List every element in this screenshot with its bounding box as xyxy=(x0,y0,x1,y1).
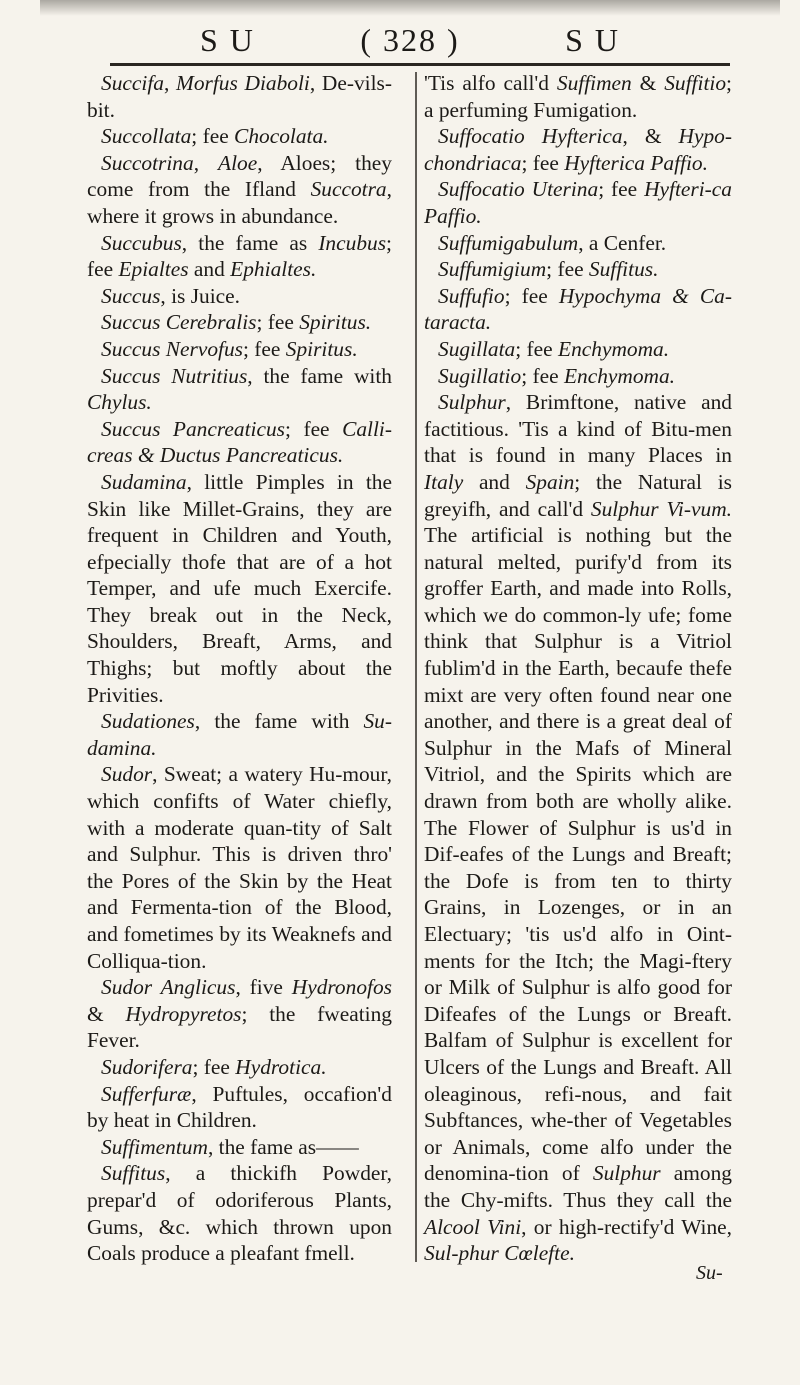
entry-italic-text: Enchymoma. xyxy=(558,336,670,361)
dictionary-entry xyxy=(424,176,732,229)
entry-italic-text: Spiritus. xyxy=(299,310,372,335)
entry-italic-text: Sugillatio xyxy=(438,363,522,388)
entry-italic-text: Alcool Vini xyxy=(424,1214,522,1239)
entry-text: , the fame as—— xyxy=(207,1134,359,1159)
column-divider xyxy=(415,72,417,1262)
entry-italic-text: Spain xyxy=(525,469,575,494)
entry-text: , De-vils-bit. xyxy=(87,71,393,122)
entry-italic-text: Hydropyretos xyxy=(125,1001,242,1026)
entry-italic-text: Suffitus xyxy=(101,1161,166,1186)
entry-italic-text: Succus xyxy=(101,283,161,308)
entry-text: & xyxy=(631,71,665,95)
entry-text: , Brimftone, native and factitious. 'Tis a kind of Bitu-men that is found in many Places in xyxy=(424,390,732,468)
left-column xyxy=(87,70,392,1267)
entry-italic-text: Sugillata xyxy=(438,336,516,361)
entry-text: ; fee xyxy=(521,150,565,175)
entry-text: ; fee xyxy=(243,336,286,361)
dictionary-entry xyxy=(87,336,392,363)
entry-italic-text: Sudamina xyxy=(101,469,187,494)
dictionary-entry xyxy=(87,1081,392,1134)
entry-italic-text: Succus Pancreaticus xyxy=(101,416,285,441)
entry-text: ; the fweating Fever. xyxy=(87,1001,392,1053)
entry-italic-text: Enchymoma. xyxy=(563,363,676,388)
entry-text: ; fee xyxy=(598,177,645,202)
entry-text: ; fee xyxy=(546,257,589,282)
entry-text: , Aloes; they come from the Ifland xyxy=(87,150,392,202)
entry-text: among the Chy-mifts. Thus they call the xyxy=(424,1161,732,1212)
entry-italic-text: Sulphur Vi-vum. xyxy=(590,496,732,521)
entry-italic-text: Sudationes xyxy=(101,709,195,734)
dictionary-entry xyxy=(424,283,732,336)
entry-text: , five xyxy=(235,975,292,1000)
dictionary-entry xyxy=(87,309,392,336)
entry-italic-text: Suffumigabulum xyxy=(438,230,579,255)
entry-italic-text: Sufferfuræ xyxy=(101,1081,192,1106)
entry-text: , little Pimples in the Skin like Millet-Grains, they are frequent in Children and Youth, efpecially thofe that are of a hot Temper, and ufe much Exercife. They break out in the Neck, Shoulders, Breaft, Arms, and Thighs; but moftly about the Privities. xyxy=(87,469,392,707)
entry-italic-text: Hyfterica Paffio. xyxy=(564,150,708,175)
entry-text: ; the Natural is greyifh, and call'd xyxy=(424,469,732,521)
running-head xyxy=(200,20,620,60)
entry-italic-text: Sudorifera xyxy=(101,1054,193,1079)
entry-italic-text: Incubus xyxy=(318,230,387,255)
entry-italic-text: Suffocatio Uterina xyxy=(438,177,599,202)
entry-italic-text: Hyfteri-ca Paffio. xyxy=(424,177,732,228)
entry-text: ; fee xyxy=(87,230,392,282)
entry-italic-text: Succifa xyxy=(101,71,164,95)
entry-text: ; fee xyxy=(504,283,559,308)
dictionary-entry xyxy=(87,1134,392,1161)
dictionary-entry xyxy=(87,150,392,230)
dictionary-entry xyxy=(424,336,732,363)
entry-italic-text: Suffimentum xyxy=(101,1134,208,1159)
page-edge-stain xyxy=(40,0,780,16)
entry-text: and xyxy=(463,469,526,494)
dictionary-entry xyxy=(424,256,732,283)
entry-text: , Sweat; a watery Hu-mour, which confifts of Water chiefly, with a moderate quan-tity of Salt and Sulphur. This is driven thro' the Pores of the Skin by the Heat and Fermenta-tion of the Blood, and fometimes by its Weaknefs and Colliqua-tion. xyxy=(87,762,392,973)
entry-text: , Puftules, occafion'd by heat in Children. xyxy=(87,1081,392,1133)
dictionary-entry xyxy=(87,70,392,123)
entry-text: The artificial is nothing but the natural melted, purify'd from its groffer Earth, and made into Rolls, which we do common-ly ufe; fome think that Sulphur is a Vitriol fublim'd in the Earth, becaufe thefe mixt are very often found near one another, and there is a great deal of Sulphur in the Mafs of Mineral Vitriol, and the Spirits which are drawn from both are wholly alike. The Flower of Sulphur is us'd in Dif-eafes of the Lungs and Breaft; the Dofe is from ten to thirty Grains, in Lozenges, or in an Electuary; 'tis us'd alfo in Oint-ments for the Itch; the Magi-ftery or Milk of Sulphur is alfo good for Difeafes of the Lungs or Breaft. Balfam of Sulphur is excellent for Ulcers of the Lungs and Breaft. All oleaginous, refi-nous, and fait Subftances, whe-ther of Vegetables or Animals, come alfo under the denomina-tion of xyxy=(424,523,732,1186)
entry-italic-text: Succollata xyxy=(101,124,192,149)
entry-italic-text: Hydrotica. xyxy=(235,1054,327,1079)
catchword: Su- xyxy=(696,1262,723,1284)
dictionary-entry xyxy=(87,123,392,150)
entry-text: and xyxy=(188,257,231,282)
entry-text: ; fee xyxy=(284,416,343,441)
entry-italic-text: Sulphur xyxy=(438,390,506,415)
entry-italic-text: Italy xyxy=(424,469,464,494)
entry-italic-text: Succus Nervofus xyxy=(101,336,243,361)
entry-text: , the fame with xyxy=(194,709,364,734)
dictionary-entry xyxy=(87,363,392,416)
entry-italic-text: Suffocatio Hyfterica xyxy=(438,124,623,149)
entry-italic-text: Su-damina. xyxy=(87,709,392,760)
entry-text: , the fame as xyxy=(181,230,319,255)
dictionary-entry xyxy=(87,469,392,708)
entry-text: ; fee xyxy=(191,124,235,149)
dictionary-entry xyxy=(424,363,732,390)
entry-italic-text: Suffumigium xyxy=(438,257,547,282)
dictionary-entry xyxy=(87,761,392,974)
entry-italic-text: Hydronofos xyxy=(291,975,392,1000)
dictionary-entry xyxy=(87,416,392,469)
entry-text: & xyxy=(87,1001,126,1026)
entry-italic-text: Sulphur xyxy=(592,1161,661,1186)
page-number: ( 328 ) xyxy=(360,21,460,58)
dictionary-entry xyxy=(424,389,732,1267)
entry-italic-text: Epialtes xyxy=(118,257,189,282)
entry-text: , where it grows in abundance. xyxy=(87,177,392,228)
running-head-left: S U xyxy=(200,21,255,58)
header-rule xyxy=(110,63,730,66)
entry-italic-text: Suffitus. xyxy=(588,257,659,282)
entry-italic-text: Sudor xyxy=(101,762,153,787)
entry-text: , a thickifh Powder, prepar'd of odoriferous Plants, Gums, &c. which thrown upon Coals produce a pleafant fmell. xyxy=(87,1161,392,1266)
entry-text: , a Cenfer. xyxy=(578,230,667,255)
entry-text: , xyxy=(193,150,219,175)
entry-text: , or high-rectify'd Wine, xyxy=(521,1214,733,1239)
entry-italic-text: Aloe xyxy=(218,150,258,175)
dictionary-entry xyxy=(87,1054,392,1081)
entry-text: , the fame with xyxy=(247,363,392,388)
entry-italic-text: Suffitio xyxy=(664,71,727,95)
dictionary-entry xyxy=(424,230,732,257)
entry-italic-text: Hypo-chondriaca xyxy=(424,124,732,175)
dictionary-entry xyxy=(87,1160,392,1266)
entry-italic-text: Calli-creas & Ductus Pancreaticus. xyxy=(87,416,392,468)
right-column xyxy=(424,70,732,1267)
entry-italic-text: Ephialtes. xyxy=(230,257,317,282)
entry-text: , is Juice. xyxy=(160,283,241,308)
entry-italic-text: Sudor Anglicus xyxy=(101,975,236,1000)
entry-text: ; fee xyxy=(256,310,300,335)
running-head-right: S U xyxy=(565,21,620,58)
entry-italic-text: Succus Cerebralis xyxy=(101,310,257,335)
entry-italic-text: Suffimen xyxy=(556,71,632,95)
entry-italic-text: Suffufio xyxy=(438,283,505,308)
entry-text: 'Tis alfo call'd xyxy=(424,71,557,95)
entry-italic-text: Spiritus. xyxy=(285,336,358,361)
entry-italic-text: Chylus. xyxy=(87,390,152,415)
dictionary-entry xyxy=(87,974,392,1054)
entry-text: ; fee xyxy=(515,336,558,361)
dictionary-entry xyxy=(424,70,732,123)
entry-italic-text: Succotrina xyxy=(101,150,194,175)
entry-italic-text: Succus Nutritius xyxy=(101,363,248,388)
dictionary-entry xyxy=(87,283,392,310)
entry-text: ; a perfuming Fumigation. xyxy=(424,71,732,122)
dictionary-entry xyxy=(424,123,732,176)
dictionary-entry xyxy=(87,708,392,761)
dictionary-entry xyxy=(87,230,392,283)
entry-text: ; fee xyxy=(521,363,564,388)
entry-text: , & xyxy=(622,124,679,149)
entry-italic-text: Hypochyma & Ca-taracta. xyxy=(424,283,732,335)
entry-italic-text: Succubus xyxy=(101,230,182,255)
entry-italic-text: Sul-phur Cœlefte. xyxy=(424,1241,575,1266)
entry-italic-text: Succotra xyxy=(310,177,387,202)
entry-text: ; fee xyxy=(192,1054,236,1079)
entry-italic-text: Chocolata. xyxy=(234,124,329,149)
entry-text: , xyxy=(163,71,177,95)
entry-italic-text: Morfus Diaboli xyxy=(176,71,310,95)
